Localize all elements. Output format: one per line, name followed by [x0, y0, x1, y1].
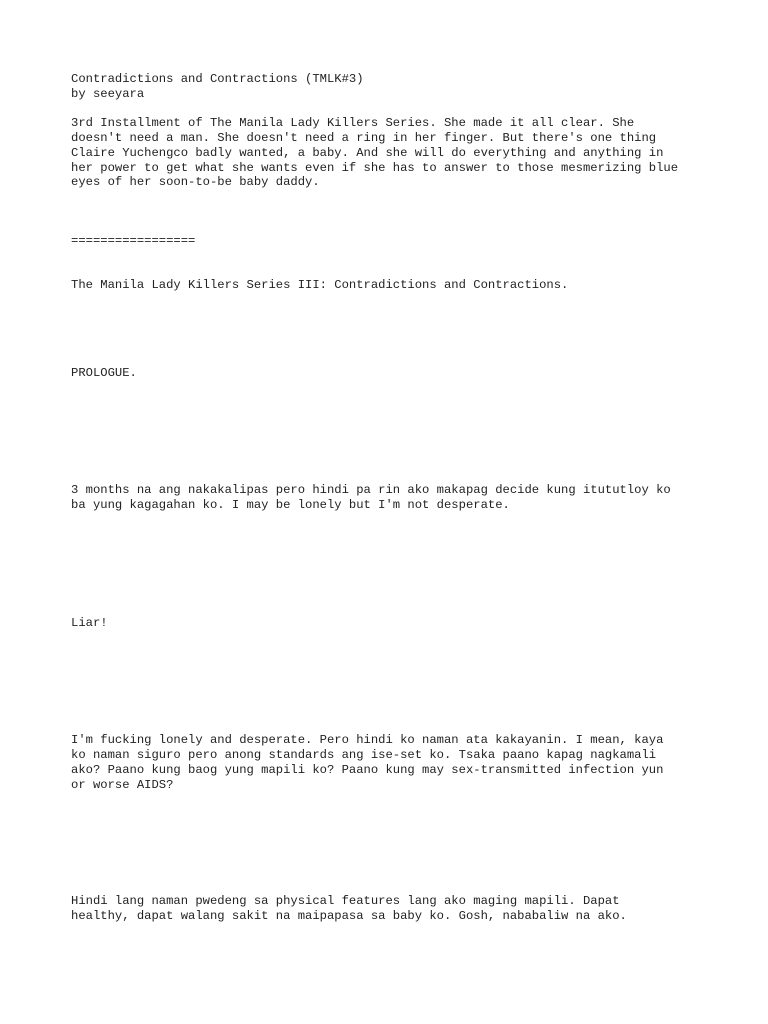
blurb-line: 3rd Installment of The Manila Lady Killers Series. She made it all clear. She: [71, 116, 635, 130]
paragraph-line: Hindi lang naman pwedeng sa physical features lang ako maging mapili. Dapat: [71, 894, 620, 908]
paragraph-line: ko naman siguro pero anong standards ang ise-set ko. Tsaka paano kapag nagkamali: [71, 748, 657, 762]
prologue-heading: PROLOGUE.: [71, 366, 137, 380]
blurb-line: doesn't need a man. She doesn't need a ring in her finger. But there's one thing: [71, 131, 657, 145]
paragraph-line: I'm fucking lonely and desperate. Pero hindi ko naman ata kakayanin. I mean, kaya: [71, 733, 664, 747]
series-heading: The Manila Lady Killers Series III: Contradictions and Contractions.: [71, 278, 569, 292]
separator: =================: [71, 234, 196, 248]
document-byline: by seeyara: [71, 87, 145, 101]
paragraph-line: 3 months na ang nakakalipas pero hindi pa rin ako makapag decide kung itututloy ko: [71, 483, 671, 497]
blurb-line: her power to get what she wants even if she has to answer to those mesmerizing blue: [71, 161, 679, 175]
blurb-line: Claire Yuchengco badly wanted, a baby. And she will do everything and anything in: [71, 146, 664, 160]
paragraph-line: or worse AIDS?: [71, 778, 174, 792]
paragraph-line: ako? Paano kung baog yung mapili ko? Paano kung may sex-transmitted infection yun: [71, 763, 664, 777]
paragraph-line: Liar!: [71, 616, 108, 630]
blurb-line: eyes of her soon-to-be baby daddy.: [71, 175, 320, 189]
paragraph-line: healthy, dapat walang sakit na maipapasa sa baby ko. Gosh, nababaliw na ako.: [71, 909, 627, 923]
document-title: Contradictions and Contractions (TMLK#3): [71, 72, 364, 86]
paragraph-line: ba yung kagagahan ko. I may be lonely but I'm not desperate.: [71, 498, 510, 512]
